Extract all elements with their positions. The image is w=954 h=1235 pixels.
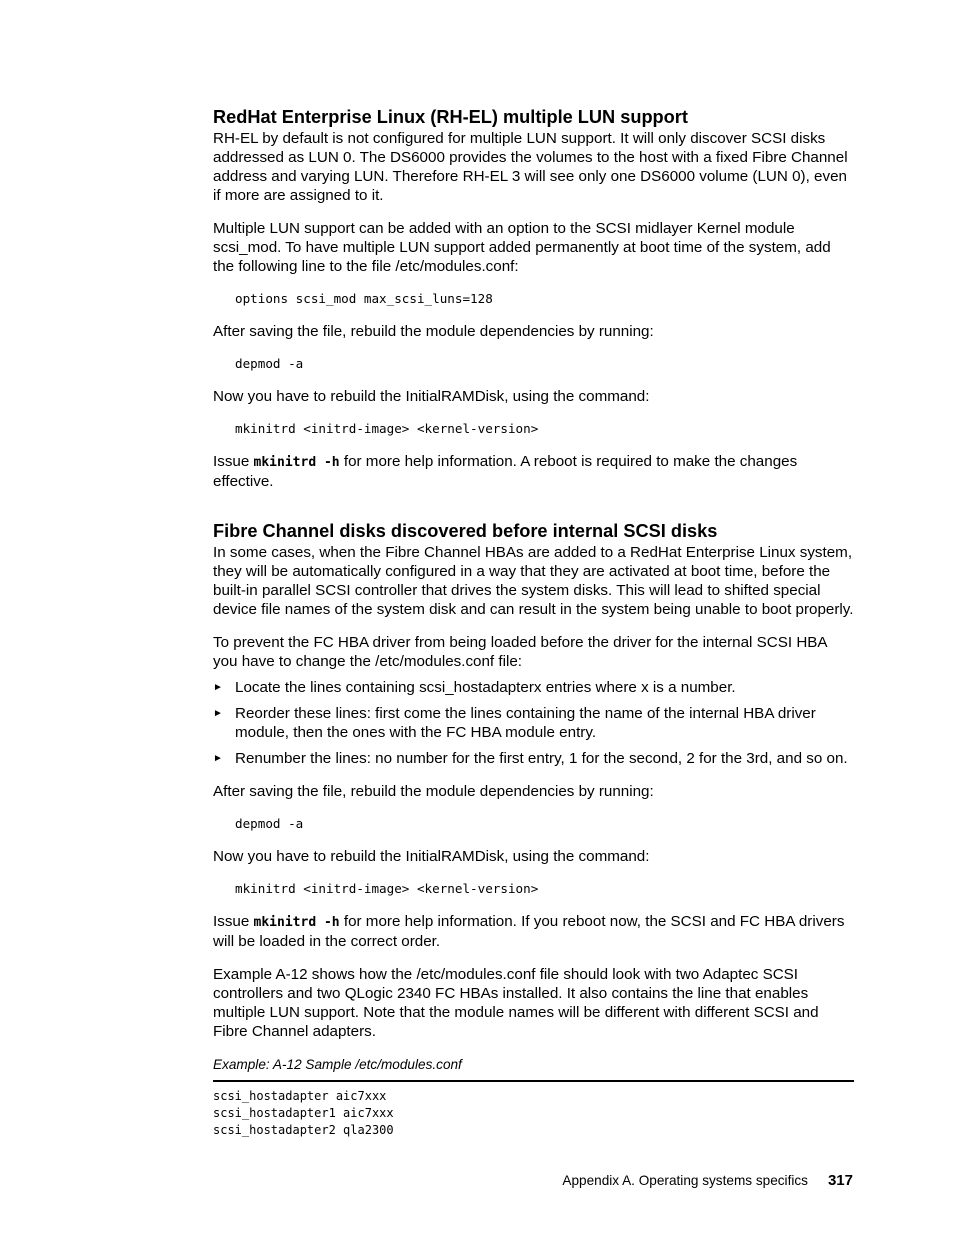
bullet-arrow-icon: ►	[213, 708, 223, 719]
page-number: 317	[827, 1172, 853, 1189]
page-content	[213, 106, 854, 1139]
list-item	[213, 704, 854, 742]
paragraph: To prevent the FC HBA driver from being loaded before the driver for the internal SCSI HBA you have to change the /etc/modules.conf file:	[213, 634, 827, 670]
code-block: mkinitrd <initrd-image> <kernel-version>	[235, 881, 539, 896]
paragraph: Now you have to rebuild the InitialRAMDisk, using the command:	[213, 388, 650, 405]
paragraph: Now you have to rebuild the InitialRAMDisk, using the command:	[213, 848, 650, 865]
code-block: depmod -a	[235, 816, 304, 831]
bullet-arrow-icon: ►	[213, 682, 223, 693]
paragraph	[213, 912, 854, 951]
paragraph: After saving the file, rebuild the module dependencies by running:	[213, 783, 654, 800]
example-caption: Example: A-12 Sample /etc/modules.conf	[213, 1057, 462, 1072]
example-rule	[213, 1080, 854, 1082]
paragraph: After saving the file, rebuild the module dependencies by running:	[213, 323, 654, 340]
section-heading-multiple-lun: RedHat Enterprise Linux (RH-EL) multiple LUN support	[213, 107, 688, 127]
code-block: mkinitrd <initrd-image> <kernel-version>	[235, 421, 539, 436]
paragraph: In some cases, when the Fibre Channel HBAs are added to a RedHat Enterprise Linux system, they will be automatically configured in a way that they are activated at boot time, before the built-in parallel SCSI controller that drives the system disks. This will lead to shifted special device file names of the system disk and can result in the system being unable to boot properly.	[213, 544, 854, 618]
inline-command: mkinitrd -h	[253, 455, 340, 470]
list-item-text: Locate the lines containing scsi_hostadapterx entries where x is a number.	[235, 679, 736, 696]
text-run: for more help information. If you reboot now, the SCSI and FC HBA drivers will be loaded in the correct order.	[213, 913, 845, 950]
list-item	[213, 678, 854, 697]
inline-command: mkinitrd -h	[253, 915, 340, 930]
text-run: Issue	[213, 913, 254, 930]
code-block: options scsi_mod max_scsi_luns=128	[235, 291, 493, 306]
bullet-arrow-icon: ►	[213, 753, 223, 764]
code-block: depmod -a	[235, 356, 304, 371]
paragraph: RH-EL by default is not configured for multiple LUN support. It will only discover SCSI disks addressed as LUN 0. The DS6000 provides the volumes to the host with a fixed Fibre Channel address and varying LUN. Therefore RH-EL 3 will see only one DS6000 volume (LUN 0), even if more are assigned to it.	[213, 130, 848, 204]
example-code-line: scsi_hostadapter1 aic7xxx	[213, 1106, 394, 1120]
section-heading-fc-disks: Fibre Channel disks discovered before internal SCSI disks	[213, 521, 718, 541]
paragraph: Example A-12 shows how the /etc/modules.conf file should look with two Adaptec SCSI controllers and two QLogic 2340 FC HBAs installed. It also contains the line that enables multiple LUN support. Note that the module names will be different with different SCSI and Fibre Channel adapters.	[213, 966, 819, 1040]
footer-text: Appendix A. Operating systems specifics	[562, 1173, 808, 1188]
list-item-text: Renumber the lines: no number for the first entry, 1 for the second, 2 for the 3rd, and so on.	[235, 750, 848, 767]
list-item-text: Reorder these lines: first come the lines containing the name of the internal HBA driver module, then the ones with the FC HBA module entry.	[235, 705, 816, 741]
text-run: Issue	[213, 453, 254, 470]
paragraph: Multiple LUN support can be added with an option to the SCSI midlayer Kernel module scsi_mod. To have multiple LUN support added permanently at boot time of the system, add the following line to the file /etc/modules.conf:	[213, 220, 831, 275]
paragraph	[213, 452, 854, 491]
text-run: for more help information. A reboot is required to make the changes effective.	[213, 453, 798, 490]
example-code-line: scsi_hostadapter2 qla2300	[213, 1123, 394, 1137]
page-footer	[562, 1172, 853, 1189]
example-code-line: scsi_hostadapter aic7xxx	[213, 1089, 387, 1103]
list-item	[213, 749, 854, 768]
bullet-list	[213, 678, 854, 768]
